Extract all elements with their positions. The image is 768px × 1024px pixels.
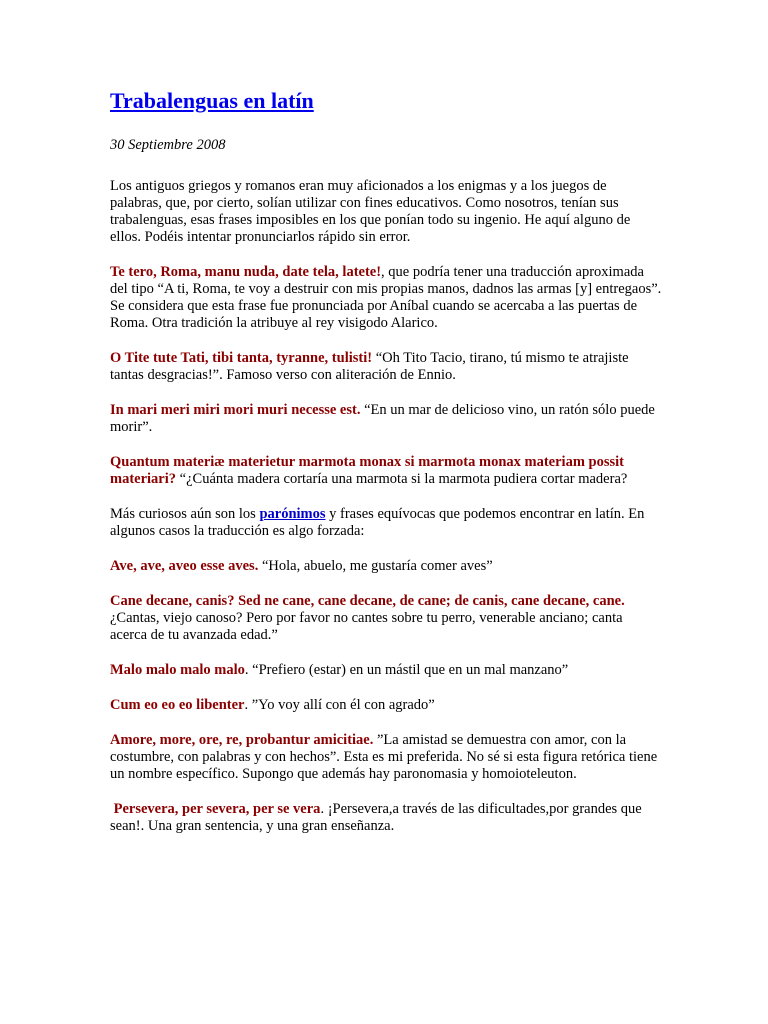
tongue-twister-paragraph	[110, 454, 662, 488]
phrase-paragraph	[110, 801, 662, 835]
latin-phrase: Malo malo malo malo	[110, 662, 245, 678]
latin-phrase: Te tero, Roma, manu nuda, date tela, latete!	[110, 264, 382, 280]
translation-text: ”La amistad se demuestra con amor, con la costumbre, con palabras y con hechos”. Esta es mi preferida. No sé si esta figura retórica tiene un nombre específico. Supongo que además hay paronomasia y homoioteleuton.	[110, 732, 658, 782]
phrase-paragraph	[110, 593, 662, 644]
latin-phrase: Ave, ave, aveo esse aves.	[110, 558, 259, 574]
paronyms-link[interactable]: parónimos	[259, 506, 326, 522]
tongue-twister-paragraph	[110, 264, 662, 332]
latin-phrase: O Tite tute Tati, tibi tanta, tyranne, tulisti!	[110, 350, 373, 366]
latin-phrase: In mari meri miri mori muri necesse est.	[110, 402, 361, 418]
translation-text: “Oh Tito Tacio, tirano, tú mismo te atrajiste tantas desgracias!”. Famoso verso con aliteración de Ennio.	[110, 350, 629, 383]
phrase-paragraph	[110, 697, 662, 714]
translation-text: “¿Cuánta madera cortaría una marmota si la marmota pudiera cortar madera?	[176, 471, 628, 487]
latin-phrase: Cane decane, canis? Sed ne cane, cane decane, de cane; de canis, cane decane, cane.	[110, 593, 625, 609]
intro-paragraph: Los antiguos griegos y romanos eran muy aficionados a los enigmas y a los juegos de palabras, que, por cierto, solían utilizar con fines educativos. Como nosotros, tenían sus trabalenguas, esas frases imposibles en los que ponían todo su ingenio. He aquí alguno de ellos. Podéis intentar pronunciarlos rápido sin error.	[110, 178, 631, 245]
tongue-twister-paragraph	[110, 402, 662, 436]
translation-text: . “Prefiero (estar) en un mástil que en un mal manzano”	[244, 662, 569, 678]
translation-text: ¿Cantas, viejo canoso? Pero por favor no cantes sobre tu perro, venerable anciano; canta acerca de tu avanzada edad.”	[110, 610, 623, 643]
page-title-link[interactable]: Trabalenguas en latín	[110, 88, 314, 113]
phrase-paragraph	[110, 662, 662, 679]
translation-text: . ”Yo voy allí con él con agrado”	[244, 697, 435, 713]
translation-text: , que podría tener una traducción aproximada del tipo “A ti, Roma, te voy a destruir con mis propias manos, dadnos las armas [y] entregaos”. Se considera que esta frase fue pronunciada por Aníbal cuando se acercaba a las puertas de Roma. Otra tradición la atribuye al rey visigodo Alarico.	[110, 264, 662, 331]
translation-text: “Hola, abuelo, me gustaría comer aves”	[258, 558, 493, 574]
latin-phrase: Cum eo eo eo libenter	[110, 697, 245, 713]
page-title	[110, 88, 662, 114]
post-date: 30 Septiembre 2008	[110, 137, 226, 153]
latin-phrase: Quantum materiæ materietur marmota monax si marmota monax materiam possit materiari?	[110, 454, 624, 487]
latin-phrase: Amore, more, ore, re, probantur amicitiae.	[110, 732, 374, 748]
phrase-paragraph	[110, 732, 662, 783]
latin-phrase: Persevera, per severa, per se vera	[113, 801, 321, 817]
phrase-paragraph	[110, 558, 662, 575]
paronyms-text-before: Más curiosos aún son los	[110, 506, 260, 522]
translation-text: “En un mar de delicioso vino, un ratón sólo puede morir”.	[110, 402, 655, 435]
translation-text: . ¡Persevera,a través de las dificultades,por grandes que sean!. Una gran sentencia, y una gran enseñanza.	[110, 801, 642, 834]
tongue-twister-paragraph	[110, 350, 662, 384]
paronyms-text-after: y frases equívocas que podemos encontrar en latín. En algunos casos la traducción es algo forzada:	[110, 506, 645, 539]
document-page	[110, 88, 662, 835]
paronyms-paragraph	[110, 506, 662, 540]
